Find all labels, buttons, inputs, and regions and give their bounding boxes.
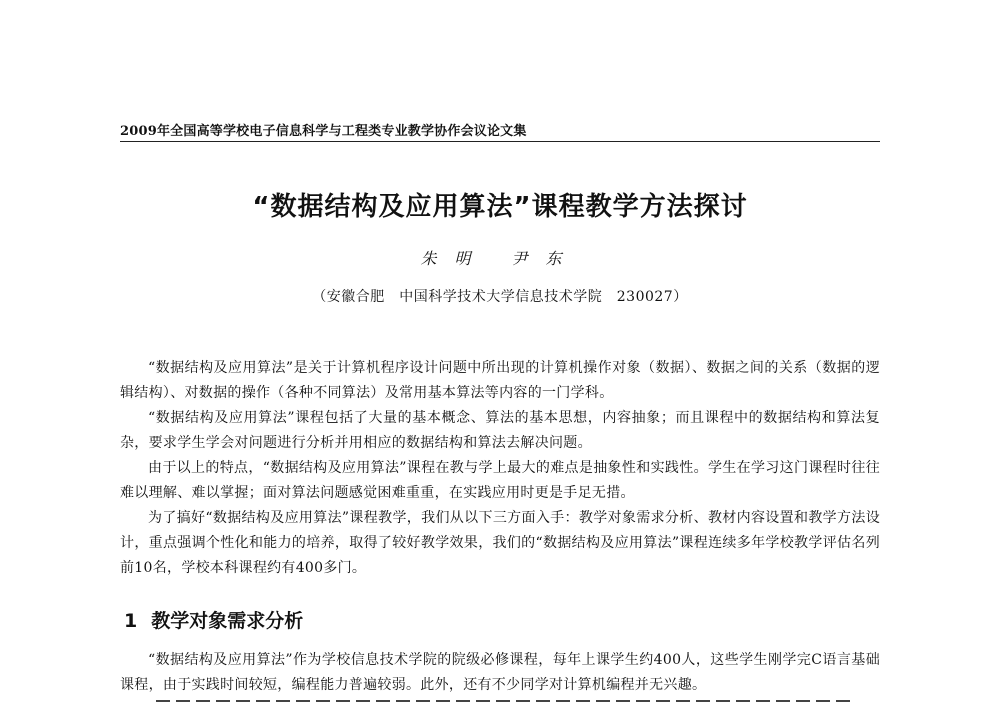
section-body: [120, 648, 880, 698]
affiliation: （安徽合肥 中国科学技术大学信息技术学院 230027）: [312, 289, 688, 305]
paragraph: 由于以上的特点，“数据结构及应用算法”课程在教与学上最大的难点是抽象性和实践性。学生在学习这门课程时往往难以理解、难以掌握；面对算法问题感觉困难重重，在实践应用时更是手足无措。: [120, 460, 880, 501]
paper-title: “数据结构及应用算法”课程教学方法探讨: [252, 192, 748, 222]
truncated-next-line: [156, 696, 856, 703]
section-heading: [124, 606, 303, 633]
section-number: 1: [124, 610, 138, 632]
authors: 朱明 尹东: [420, 249, 580, 268]
intro-body: [120, 356, 880, 581]
paragraph: “数据结构及应用算法”作为学校信息技术学院的院级必修课程，每年上课学生约400人，这些学生刚学完C语言基础课程，由于实践时间较短，编程能力普遍较弱。此外，还有不少同学对计算机编程并无兴趣。: [120, 652, 880, 693]
section-title: 教学对象需求分析: [151, 610, 304, 632]
paragraph: “数据结构及应用算法”是关于计算机程序设计问题中所出现的计算机操作对象（数据）、数据之间的关系（数据的逻辑结构）、对数据的操作（各种不同算法）及常用基本算法等内容的一门学科。: [120, 360, 880, 401]
paragraph: 为了搞好“数据结构及应用算法”课程教学，我们从以下三方面入手：教学对象需求分析、教材内容设置和教学方法设计，重点强调个性化和能力的培养，取得了较好教学效果，我们的“数据结构及应用算法”课程连续多年学校教学评估名列前10名，学校本科课程约有400多门。: [120, 510, 880, 576]
paragraph: “数据结构及应用算法”课程包括了大量的基本概念、算法的基本思想，内容抽象；而且课程中的数据结构和算法复杂，要求学生学会对问题进行分析并用相应的数据结构和算法去解决问题。: [120, 410, 880, 451]
running-header: 2009年全国高等学校电子信息科学与工程类专业教学协作会议论文集: [120, 120, 880, 142]
